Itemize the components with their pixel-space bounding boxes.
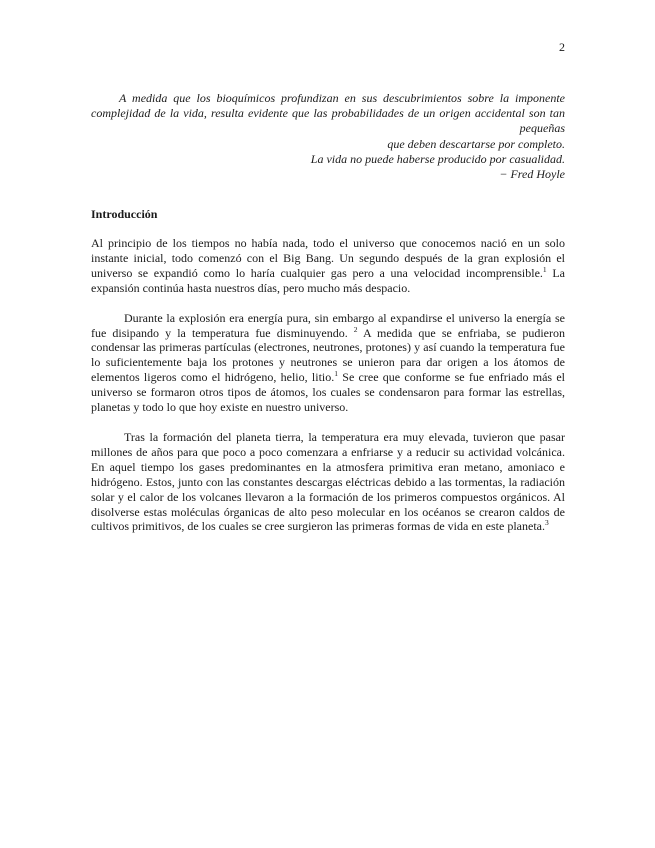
epigraph-line: que deben descartarse por completo. [387,136,565,151]
paragraph [91,236,565,296]
paragraph-text: La expansión continúa hasta nuestros días, pero mucho más despacio. [91,265,566,295]
footnote-ref: 3 [544,518,549,528]
epigraph-line: La vida no puede haberse producido por casualidad. [310,151,565,166]
paragraph-text: A medida que se enfriaba, se pudieron condensar las primeras partículas (electrones, neutrones, protones) y así cuando la temperatura fue lo suficientemente baja los protones y neutrones se unieron para dar origen a los átomos de elementos ligeros como el hidrógeno, helio, litio. [91,325,565,385]
paragraph-text: Durante la explosión era energía pura, sin embargo al expandirse el universo la energía se fue disipando y la temperatura fue disminuyendo. [91,310,565,340]
section-heading: Introducción [91,207,158,221]
paragraph [91,311,565,415]
paragraph-text: Al principio de los tiempos no había nada, todo el universo que conocemos nació en un solo instante inicial, todo comenzó con el Big Bang. Un segundo después de la gran explosión el universo se expandió como lo haría cualquier gas pero a una velocidad incomprensible. [91,236,565,280]
paragraph-text: Se cree que conforme se fue enfriado más el universo se formaron otros tipos de átomos, los cuales se condensaron para formar las estrellas, planetas y todo lo que hoy existe en nuestro universo. [91,370,565,415]
epigraph-quote [91,91,565,182]
page-number: 2 [559,40,565,54]
footnote-ref: 1 [334,369,338,379]
footnote-ref: 2 [353,324,358,334]
paragraph [91,430,565,534]
epigraph-attribution: − Fred Hoyle [499,167,565,182]
footnote-ref: 1 [542,264,547,274]
epigraph-first-block: A medida que los bioquímicos profundizan en sus descubrimientos sobre la imponente complejidad de la vida, resulta evidente que las probabilidades de un origen accidental son tan pequeñas [91,91,565,136]
body-text [91,236,565,549]
paragraph-text: Tras la formación del planeta tierra, la temperatura era muy elevada, tuvieron que pasar millones de años para que poco a poco comenzara a enfriarse y a reducir su actividad volcánica. En aquel tiempo los gases predominantes en la atmosfera primitiva eran metano, amoniaco e hidrógeno. Estos, junto con las constantes descargas eléctricas debido a las tormentas, la radiación solar y el calor de los volcanes llevaron a la formación de los primeros compuestos orgánicos. Al disolverse estas moléculas órganicas de alto peso molecular en los océanos se crearon caldos de cultivos primitivos, de los cuales se cree surgieron las primeras formas de vida en este planeta. [91,429,565,534]
